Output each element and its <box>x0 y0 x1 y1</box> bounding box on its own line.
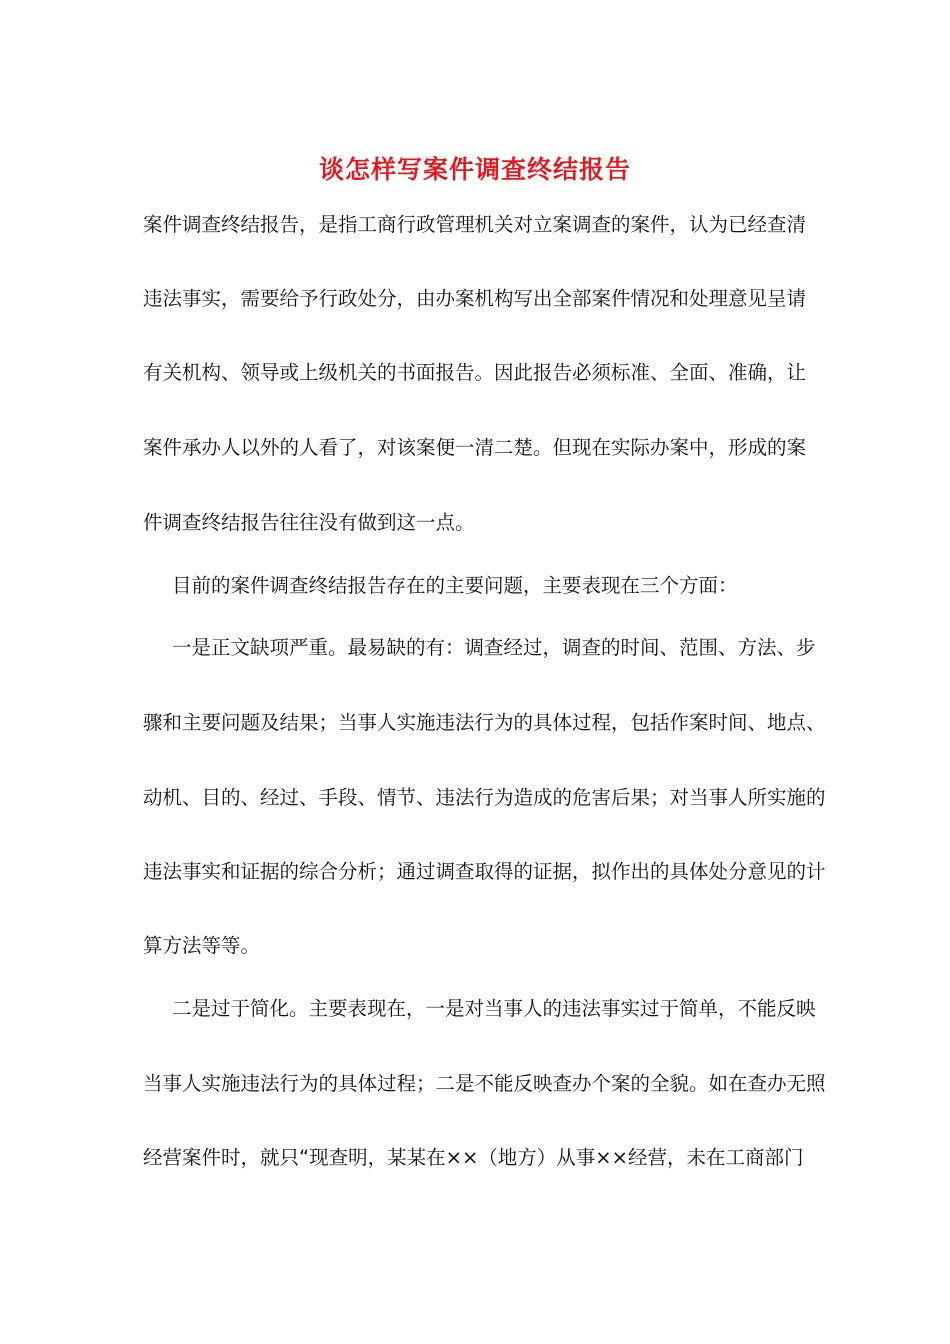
paragraph-line: 目前的案件调查终结报告存在的主要问题，主要表现在三个方面： <box>172 574 738 597</box>
paragraph-line: 当事人实施违法行为的具体过程；二是不能反映查办个案的全貌。如在查办无照 <box>143 1072 826 1095</box>
paragraph-line: 动机、目的、经过、手段、情节、违法行为造成的危害后果；对当事人所实施的 <box>143 786 826 809</box>
paragraph-line: 二是过于简化。主要表现在，一是对当事人的违法事实过于简单，不能反映 <box>172 997 816 1020</box>
paragraph-line: 违法事实和证据的综合分析；通过调查取得的证据，拟作出的具体处分意见的计 <box>143 860 826 883</box>
paragraph-line: 骤和主要问题及结果；当事人实施违法行为的具体过程，包括作案时间、地点、 <box>143 711 826 734</box>
document-title: 谈怎样写案件调查终结报告 <box>318 155 631 184</box>
paragraph-line: 一是正文缺项严重。最易缺的有：调查经过，调查的时间、范围、方法、步 <box>172 636 816 659</box>
paragraph-line: 件调查终结报告往往没有做到这一点。 <box>143 511 475 534</box>
paragraph-line: 案件承办人以外的人看了，对该案便一清二楚。但现在实际办案中，形成的案 <box>143 436 807 459</box>
paragraph-line: 违法事实，需要给予行政处分，由办案机构写出全部案件情况和处理意见呈请 <box>143 287 807 310</box>
paragraph-line: 案件调查终结报告，是指工商行政管理机关对立案调查的案件，认为已经查清 <box>143 213 807 236</box>
paragraph-line: 经营案件时，就只“现查明，某某在××（地方）从事××经营，未在工商部门 <box>143 1146 804 1169</box>
paragraph-line: 有关机构、领导或上级机关的书面报告。因此报告必须标准、全面、准确，让 <box>143 361 807 384</box>
paragraph-line: 算方法等等。 <box>143 934 261 957</box>
